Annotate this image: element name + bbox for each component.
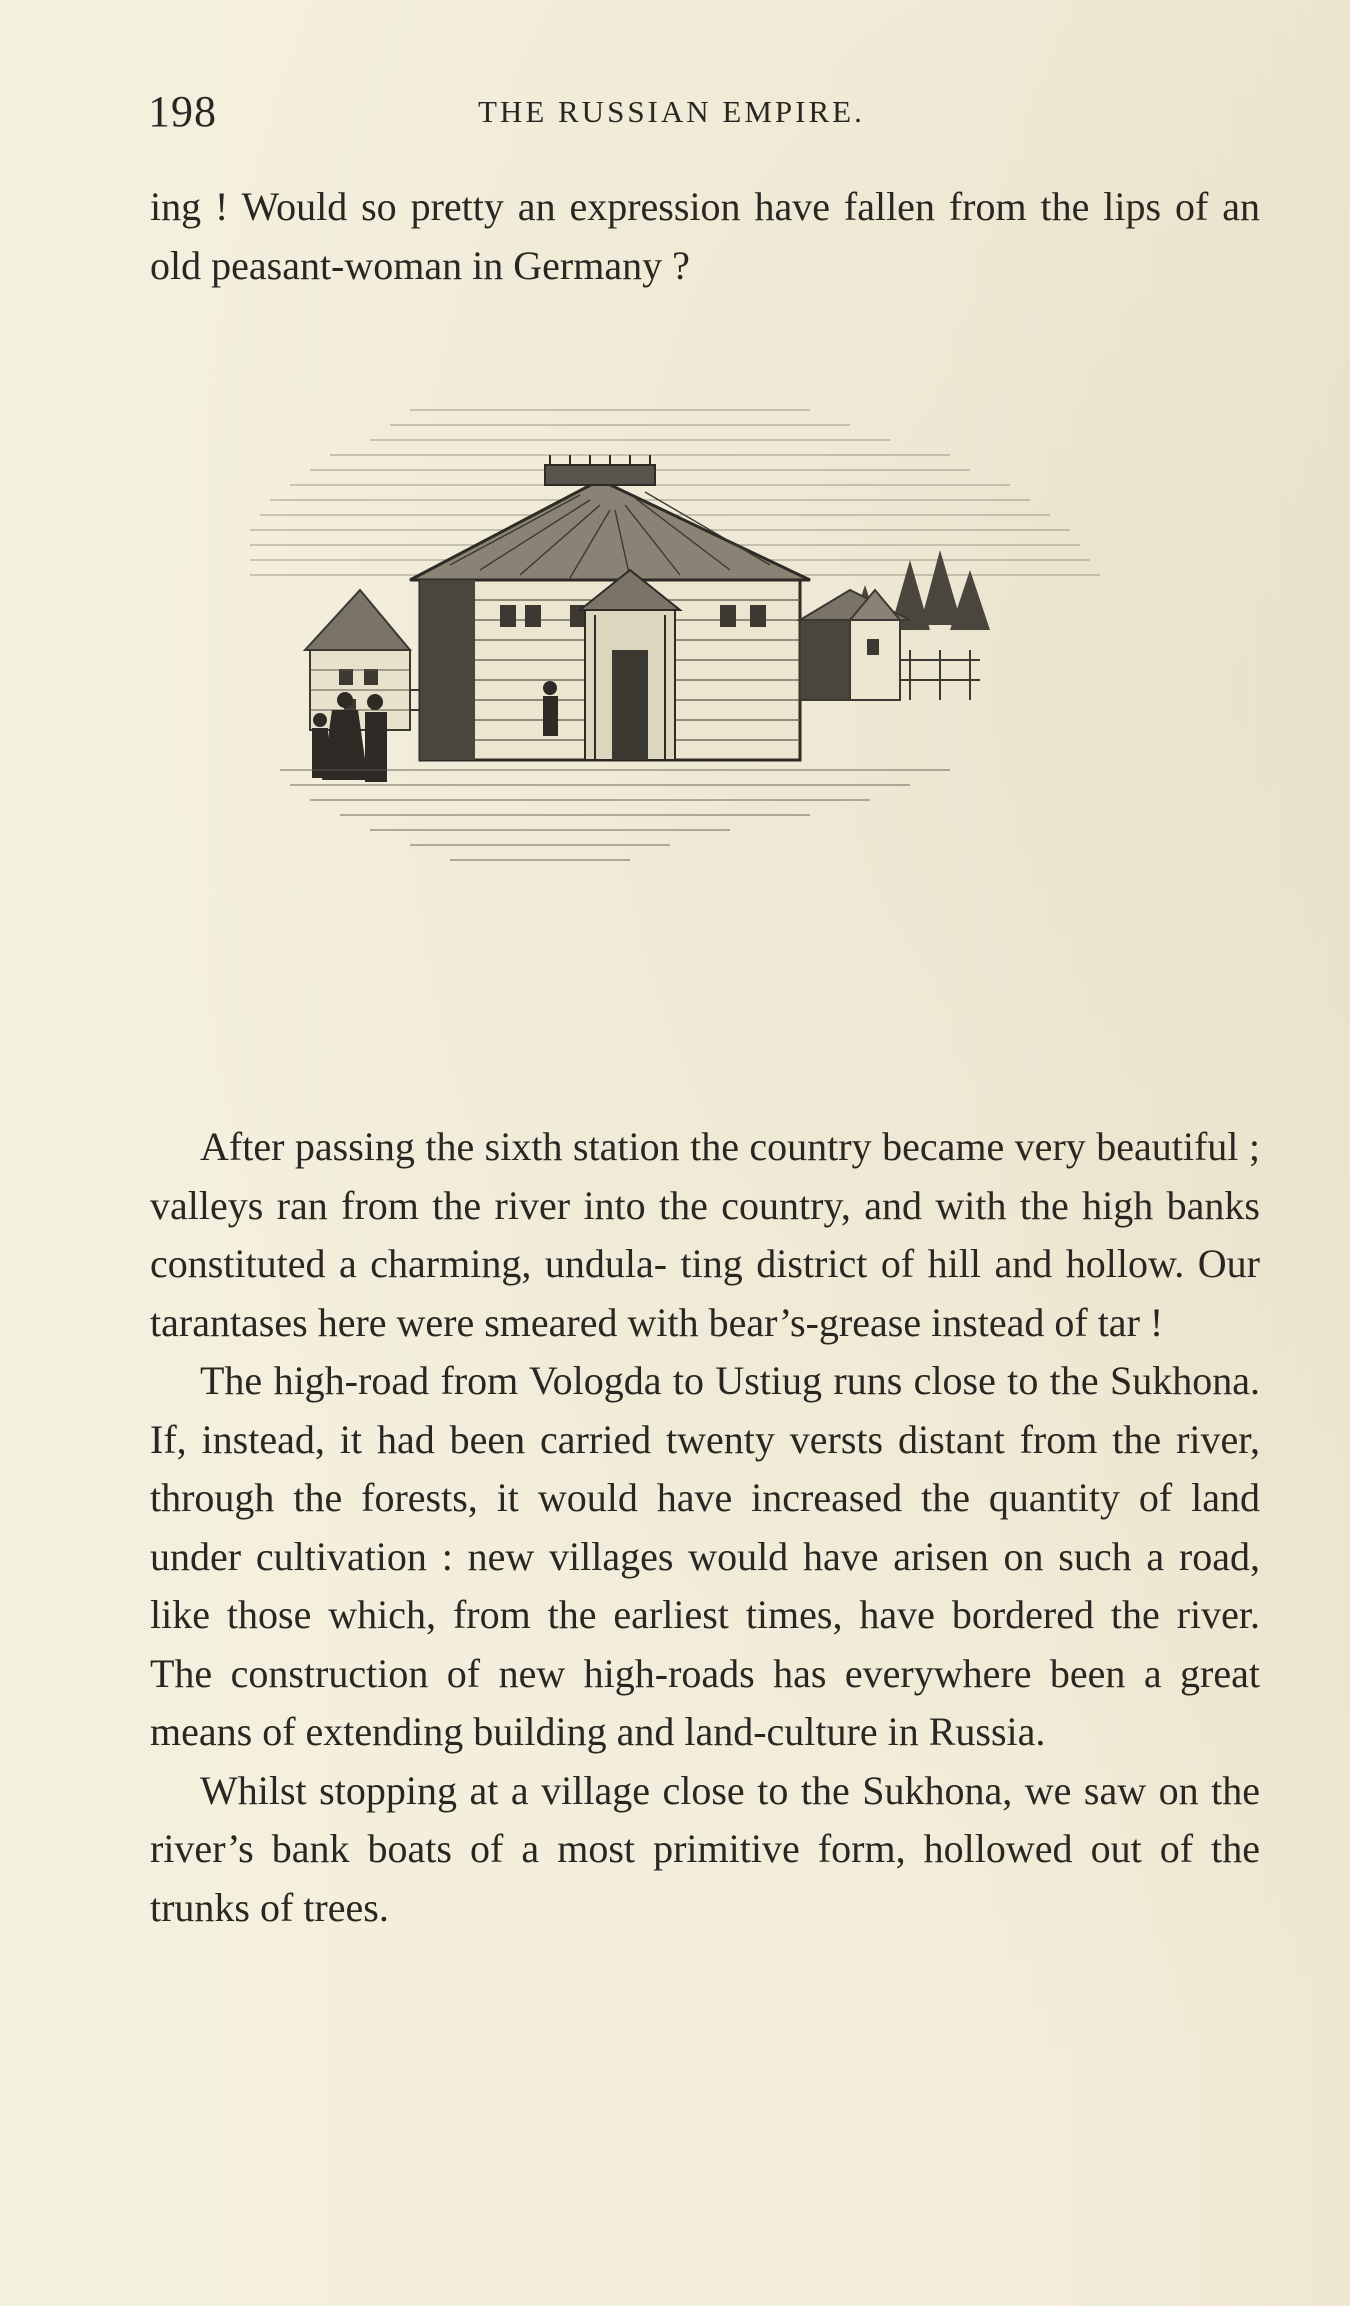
paragraph-opening: ing ! Would so pretty an expression have fallen from the lips of an old peasant-woman in Germany ? [150, 184, 1260, 288]
paragraph-3: Whilst stopping at a village close to the Sukhona, we saw on the river’s bank boats of a most primitive form, hollowed out of the trunks of trees. [150, 1767, 1260, 1930]
opening-text [150, 178, 1260, 295]
body-text [150, 1118, 1260, 1937]
page-header [148, 86, 1258, 142]
paragraph-1: After passing the sixth station the country became very beautiful ; valleys ran from the river into the country, and with the high banks constituted a charming, undula- ting district of hill and hollow. Our tarantases here were smeared with bear’s-grease instead of tar ! [150, 1124, 1260, 1345]
page-number: 198 [148, 87, 217, 136]
running-title: THE RUSSIAN EMPIRE. [478, 94, 865, 129]
engraving-village-house-icon [250, 370, 1160, 1040]
paragraph-2: The high-road from Vologda to Ustiug runs close to the Sukhona. If, instead, it had been carried twenty versts distant from the river, through the forests, it would have increased the quantity of land under cultivation : new villages would have arisen on such a road, like those which, from the earliest times, have bordered the river. The construction of new high-roads has everywhere been a great means of extending building and land-culture in Russia. [150, 1358, 1260, 1754]
engraving-illustration [250, 370, 1160, 1040]
